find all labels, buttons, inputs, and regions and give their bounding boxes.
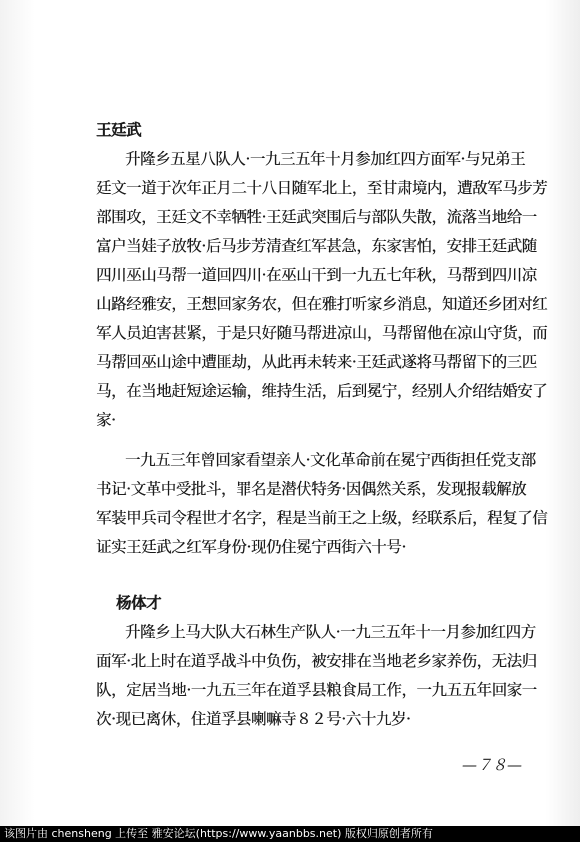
paragraph-line: 队，定居当地·一九五三年在道孚县粮食局工作，一九五五年回家一 [96,681,537,699]
section-heading-wang-tingwu: 王廷武 [96,121,142,139]
paragraph-line: 面军·北上时在道孚战斗中负伤，被安排在当地老乡家养伤，无法归 [96,652,537,670]
paragraph-line: 马帮回巫山途中遭匪劫，从此再未转来·王廷武遂将马帮留下的三匹 [96,353,537,371]
paragraph-line: 富户当娃子放牧·后马步芳清查红军甚急，东家害怕，安排王廷武随 [96,237,537,255]
paragraph-line: 军人员迫害甚紧，于是只好随马帮进凉山，马帮留他在凉山守货，而 [96,324,548,342]
paragraph-line: 一九五三年曾回家看望亲人·文化革命前在冕宁西街担任党支部 [125,451,536,469]
paragraph-line: 廷文一道于次年正月二十八日随军北上，至甘肃境内，遭敌军马步芳 [96,179,548,197]
paragraph-line: 次·现已离休，住道孚县喇嘛寺８２号·六十九岁· [96,710,411,728]
paragraph-line: 山路经雅安，王想回家务农，但在雅打听家乡消息，知道还乡团对红 [96,295,548,313]
paragraph-line: 证实王廷武之红军身份·现仍住冕宁西街六十号· [96,538,406,556]
paragraph-line: 四川巫山马帮一道回四川·在巫山干到一九五七年秋，马帮到四川凉 [96,266,537,284]
page-number: —７８— [462,756,523,774]
paragraph-line: 家· [96,411,116,429]
paragraph-line: 升隆乡上马大队大石林生产队人·一九三五年十一月参加红四方 [125,623,536,641]
paragraph-line: 马，在当地赶短途运输，维持生活，后到冕宁，经别人介绍结婚安了 [96,382,548,400]
upload-watermark-bar: 该图片由 chensheng 上传至 雅安论坛(https://www.yaanbbs.net) 版权归原创者所有 [0,826,580,842]
paragraph-line: 书记·文革中受批斗，罪名是潜伏特务·因偶然关系，发现报载解放 [96,480,527,498]
section-heading-yang-ticai: 杨体才 [116,594,162,612]
paragraph-line: 军装甲兵司令程世才名字，程是当前王之上级，经联系后，程复了信 [96,509,548,527]
paragraph-line: 部围攻，王廷文不幸牺牲·王廷武突围后与部队失散，流落当地给一 [96,208,537,226]
paragraph-line: 升隆乡五星八队人·一九三五年十月参加红四方面军·与兄弟王 [125,150,526,168]
